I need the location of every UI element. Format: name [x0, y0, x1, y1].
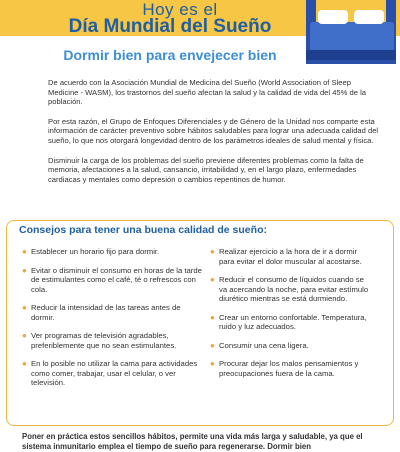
- subtitle: Dormir bien para envejecer bien: [63, 47, 277, 63]
- header-title-line1: Hoy es el: [142, 0, 218, 19]
- list-item: ● Realizar ejercicio a la hora de ir a dormir para evitar el dolor muscular al acostarse.: [210, 247, 362, 266]
- list-item: ● Evitar o disminuir el consumo en horas de la tarde de estimulantes como el café, té o refrescos con cola.: [22, 265, 202, 294]
- bullet-icon: ●: [22, 359, 27, 368]
- tips-title: Consejos para tener una buena calidad de sueño:: [16, 224, 270, 236]
- tips-left-column: [22, 247, 202, 397]
- list-item: ● Ver programas de televisión agradables, preferiblemente que no sean estimulantes.: [22, 331, 177, 350]
- intro-text: [48, 78, 382, 194]
- bullet-icon: ●: [210, 275, 215, 284]
- bed-icon: [300, 0, 400, 70]
- list-item: ● Crear un entorno confortable. Temperatura, ruido y luz adecuados.: [210, 312, 367, 331]
- list-item: ● Reducir el consumo de líquidos cuando se va acercando la noche, para evitar estímulo diurético mientras se está durmiendo.: [210, 275, 369, 303]
- paragraph: Por esta razón, el Grupo de Enfoques Diferenciales y de Género de la Unidad nos comparte esta información de carácter preventivo sobre hábitos saludables para lograr una adecuada calidad del sueño, lo que nos otorgará longevidad dentro de los parámetros ideales de salud mental y física.: [48, 116, 379, 145]
- paragraph: Disminuir la carga de los problemas del sueño previene diferentes problemas como la falta de memoria, afectaciones a la salud, cansancio, irritabilidad y, en el largo plazo, enfermedades cardiacas y mentales como depresión o cambios repentinos de humor.: [48, 155, 364, 184]
- bullet-icon: ●: [22, 303, 27, 312]
- bullet-icon: ●: [210, 340, 215, 350]
- list-item: ● En lo posible no utilizar la cama para actividades como comer, trabajar, usar el celular, o ver televisión.: [22, 359, 198, 387]
- list-item: ● Establecer un horario fijo para dormir.: [22, 247, 160, 256]
- footer-text: Poner en práctica estos sencillos hábitos, permite una vida más larga y saludable, ya que el sistema inmunitario emplea el tiempo de sueño para regenerarse. Dormir bien: [22, 432, 363, 451]
- list-item: ● Reducir la intensidad de las tareas antes de dormir.: [22, 303, 181, 322]
- list-item: ● Procurar dejar los malos pensamientos y preocupaciones fuera de la cama.: [210, 359, 359, 378]
- header-title-line2: Día Mundial del Sueño: [68, 16, 272, 37]
- bullet-icon: ●: [22, 247, 27, 256]
- paragraph: De acuerdo con la Asociación Mundial de Medicina del Sueño (World Association of Sleep Medicine - WASM), los trastornos del sueño afectan la salud y la calidad de vida del 45% de la población.: [48, 78, 366, 107]
- bullet-icon: ●: [22, 331, 27, 340]
- bullet-icon: ●: [210, 312, 215, 322]
- tips-right-column: [210, 247, 370, 387]
- bullet-icon: ●: [22, 265, 27, 275]
- bullet-icon: ●: [210, 247, 215, 256]
- bullet-icon: ●: [210, 359, 215, 368]
- list-item: ● Consumir una cena ligera.: [210, 340, 309, 350]
